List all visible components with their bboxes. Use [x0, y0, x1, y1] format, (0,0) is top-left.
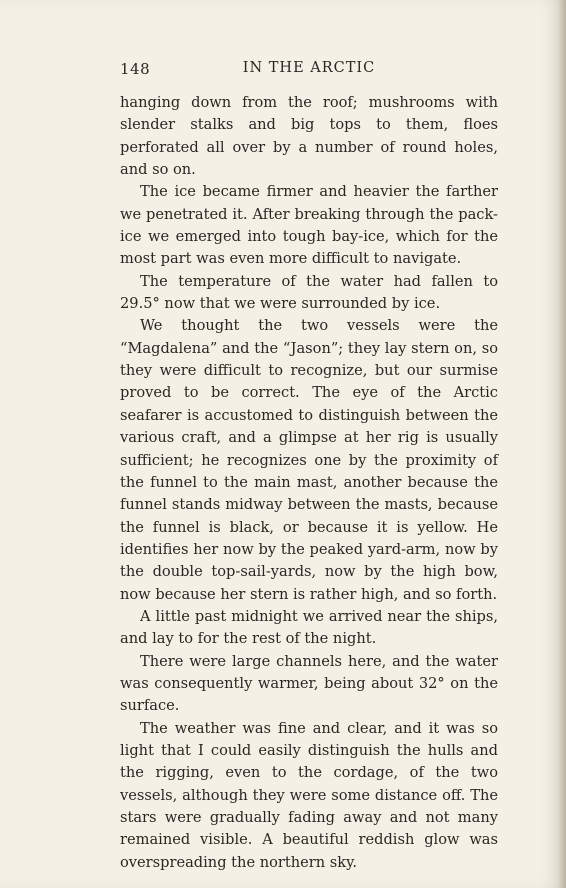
paragraph: The weather was fine and clear, and it was so light that I could easily distinguish the hulls and the rigging, even to the cordage, of the two vessels, although they were some distance off. The stars were gradually fading away and not many remained visible. A beautiful reddish glow was overspreading the northern sky.: [120, 719, 498, 871]
paragraph: We thought the two vessels were the “Magdalena” and the “Jason”; they lay stern on, so they were difficult to recognize, but our surmise proved to be correct. The eye of the Arctic seafarer is accustomed to distinguish between the various craft, and a glimpse at her rig is usually sufficient; he recognizes one by the proximity of the funnel to the main mast, another because the funnel stands midway between the masts, because the funnel is black, or because it is yellow. He identifies her now by the peaked yard-arm, now by the double top-sail-yards, now by the high bow, now because her stern is rather high, and so forth.: [120, 317, 498, 603]
paragraph: The temperature of the water had fallen to 29.5° now that we were surrounded by ice.: [120, 272, 498, 313]
paragraph: The ice became firmer and heavier the farther we penetrated it. After breaking through the pack-ice we emerged into tough bay-ice, which for the most part was even more difficult to navigate.: [120, 183, 498, 268]
page-number: 148: [120, 60, 151, 78]
body-text: [120, 92, 498, 874]
paragraph: There were large channels here, and the water was consequently warmer, being about 32° on the surface.: [120, 652, 498, 715]
page-header: [120, 60, 498, 82]
page-gutter-shadow: [558, 0, 566, 888]
running-head: IN THE ARCTIC: [242, 60, 376, 76]
paragraph-continuation: hanging down from the roof; mushrooms with slender stalks and big tops to them, floes perforated all over by a number of round holes, and so on.: [120, 94, 498, 179]
paragraph: A little past midnight we arrived near the ships, and lay to for the rest of the night.: [120, 607, 498, 648]
